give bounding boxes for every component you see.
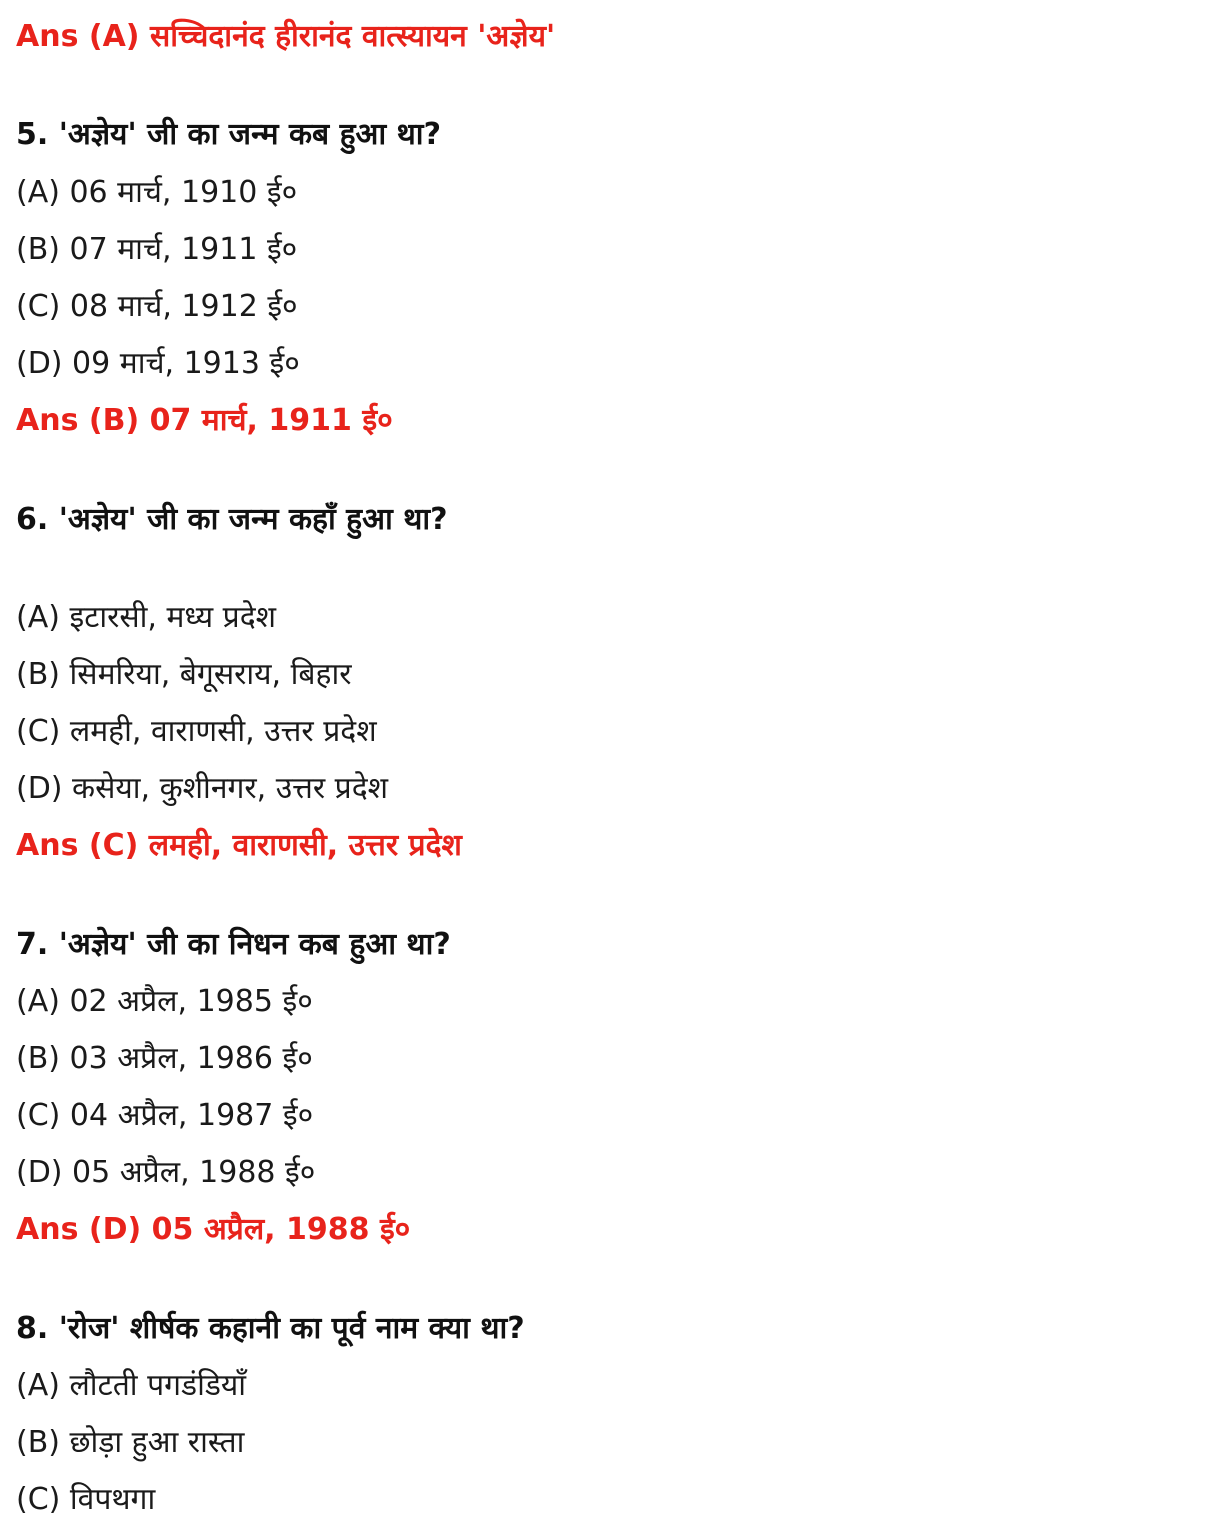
q5-answer: Ans (B) 07 मार्च, 1911 ई० [16, 403, 393, 438]
q7-option-a: (A) 02 अप्रैल, 1985 ई० [16, 984, 313, 1019]
q7-option-b: (B) 03 अप्रैल, 1986 ई० [16, 1041, 313, 1076]
question-5: 5. 'अज्ञेय' जी का जन्म कब हुआ था? [16, 117, 441, 152]
question-8: 8. 'रोज' शीर्षक कहानी का पूर्व नाम क्या था? [16, 1311, 525, 1346]
previous-answer: Ans (A) सच्चिदानंद हीरानंद वात्स्यायन 'अज्ञेय' [16, 19, 556, 54]
q7-option-c: (C) 04 अप्रैल, 1987 ई० [16, 1098, 314, 1133]
q6-answer: Ans (C) लमही, वाराणसी, उत्तर प्रदेश [16, 828, 462, 863]
q5-option-d: (D) 09 मार्च, 1913 ई० [16, 346, 300, 381]
question-7: 7. 'अज्ञेय' जी का निधन कब हुआ था? [16, 927, 451, 962]
q8-option-a: (A) लौटती पगडंडियाँ [16, 1368, 247, 1403]
q7-answer: Ans (D) 05 अप्रैल, 1988 ई० [16, 1212, 411, 1247]
q6-option-d: (D) कसेया, कुशीनगर, उत्तर प्रदेश [16, 771, 389, 806]
q6-option-b: (B) सिमरिया, बेगूसराय, बिहार [16, 657, 352, 692]
question-6: 6. 'अज्ञेय' जी का जन्म कहाँ हुआ था? [16, 502, 448, 537]
q7-option-d: (D) 05 अप्रैल, 1988 ई० [16, 1155, 316, 1190]
q8-option-c: (C) विपथगा [16, 1482, 156, 1517]
q8-option-b: (B) छोड़ा हुआ रास्ता [16, 1425, 245, 1460]
q5-option-a: (A) 06 मार्च, 1910 ई० [16, 175, 298, 210]
q5-option-b: (B) 07 मार्च, 1911 ई० [16, 232, 298, 267]
q5-option-c: (C) 08 मार्च, 1912 ई० [16, 289, 298, 324]
q6-option-a: (A) इटारसी, मध्य प्रदेश [16, 600, 277, 635]
q6-option-c: (C) लमही, वाराणसी, उत्तर प्रदेश [16, 714, 377, 749]
